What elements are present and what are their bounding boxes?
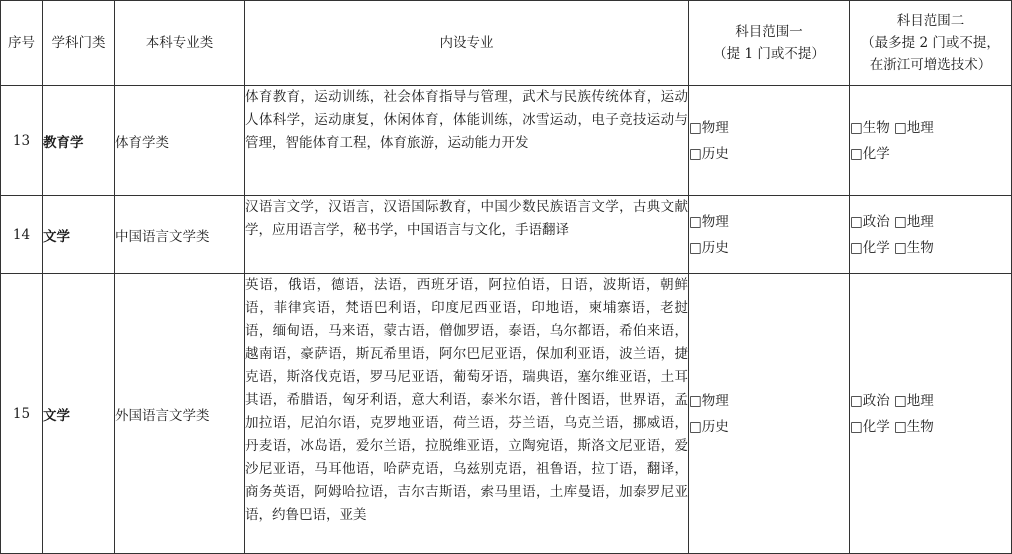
row-seq: 15 [1,274,43,554]
range1-option: □物理 [689,392,729,409]
header-range1-title: 科目范围一 [735,24,803,40]
range1-option: □历史 [689,239,729,256]
range2-options-line: □政治 □地理 [850,213,934,230]
table-row [1,196,1012,274]
header-range1-note: （提 1 门或不提） [713,46,825,62]
range2-options-line: □化学 □生物 [850,239,934,256]
header-range2-note2: 在浙江可增选技术） [869,57,992,73]
range2-options-line: □化学 [850,145,890,162]
header-major-class: 本科专业类 [115,1,245,86]
row-majors: 汉语言文学，汉语言，汉语国际教育，中国少数民族语言文学，古典文献学，应用语言学，秘书学，中国语言与文化，手语翻译 [245,196,689,274]
range2-options-line: □化学 □生物 [850,418,934,435]
header-discipline: 学科门类 [43,1,115,86]
row-majors: 英语，俄语，德语，法语，西班牙语，阿拉伯语，日语，波斯语，朝鲜语，菲律宾语，梵语巴利语，印度尼西亚语，印地语，柬埔寨语，老挝语，缅甸语，马来语，蒙古语，僧伽罗语，泰语，乌尔都语，希伯来语，越南语，豪萨语，斯瓦希里语，阿尔巴尼亚语，保加利亚语，波兰语，捷克语，斯洛伐克语，罗马尼亚语，葡萄牙语，瑞典语，塞尔维亚语，土耳其语，希腊语，匈牙利语，意大利语，泰米尔语，普什图语，世界语，孟加拉语，尼泊尔语，克罗地亚语，荷兰语，芬兰语，乌克兰语，挪威语，丹麦语，冰岛语，爱尔兰语，拉脱维亚语，立陶宛语，斯洛文尼亚语，爱沙尼亚语，马耳他语，哈萨克语，乌兹别克语，祖鲁语，拉丁语，翻译，商务英语，阿姆哈拉语，吉尔吉斯语，索马里语，土库曼语，加泰罗尼亚语，约鲁巴语，亚美 [245,274,689,554]
row-discipline: 教育学 [43,86,115,196]
row-major-class: 外国语言文学类 [115,274,245,554]
row-seq: 14 [1,196,43,274]
row-discipline: 文学 [43,196,115,274]
row-range2 [850,86,1012,196]
range1-option: □物理 [689,213,729,230]
row-range1 [689,196,850,274]
row-majors: 体育教育，运动训练，社会体育指导与管理，武术与民族传统体育，运动人体科学，运动康复，休闲体育，体能训练，冰雪运动，电子竞技运动与管理，智能体育工程，体育旅游，运动能力开发 [245,86,689,196]
header-majors: 内设专业 [245,1,689,86]
range1-option: □历史 [689,418,729,435]
range1-option: □物理 [689,119,729,136]
row-seq: 13 [1,86,43,196]
row-major-class: 中国语言文学类 [115,196,245,274]
row-range1 [689,274,850,554]
row-range2 [850,274,1012,554]
range2-options-line: □政治 □地理 [850,392,934,409]
header-range2-title: 科目范围二 [896,13,965,29]
range2-options-line: □生物 □地理 [850,119,934,136]
row-discipline: 文学 [43,274,115,554]
row-range2 [850,196,1012,274]
header-range2 [850,1,1012,86]
header-seq: 序号 [1,1,43,86]
header-range2-note1: （最多提 2 门或不提， [861,35,1000,51]
row-range1 [689,86,850,196]
header-range1 [689,1,850,86]
table-row [1,274,1012,554]
range1-option: □历史 [689,145,729,162]
table-row [1,86,1012,196]
row-major-class: 体育学类 [115,86,245,196]
table-header-row [1,1,1012,86]
